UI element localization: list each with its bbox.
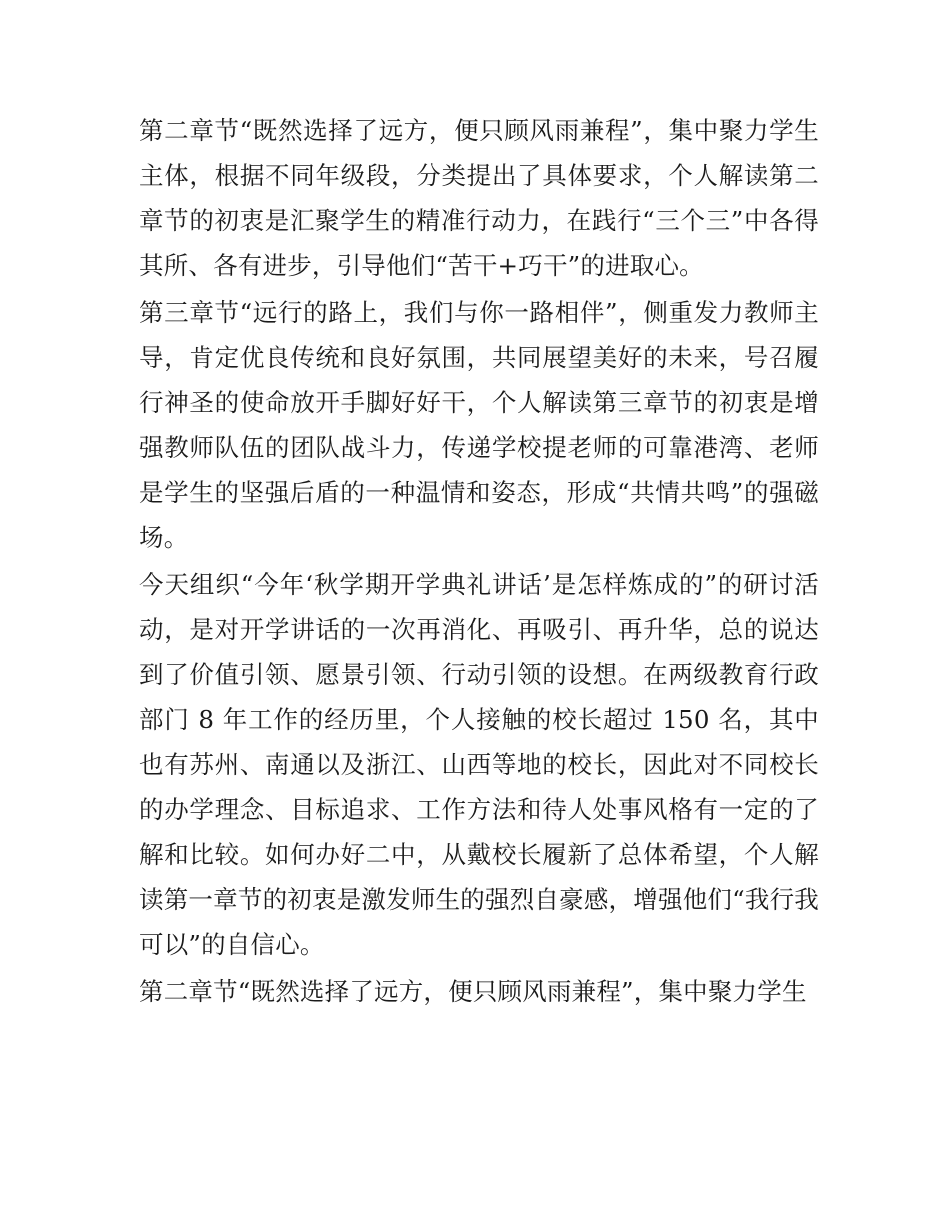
paragraph-chapter-two: 第二章节“既然选择了远方，便只顾风雨兼程”，集中聚力学生主体，根据不同年级段，分类提出了具体要求，个人解读第二章节的初衷是汇聚学生的精准行动力，在践行“三个三”中各得其所、各有进步，引导他们“苦干+巧干”的进取心。 (139, 116, 819, 280)
paragraph-seminar: 今天组织“今年‘秋学期开学典礼讲话’是怎样炼成的”的研讨活动，是对开学讲话的一次再消化、再吸引、再升华，总的说达到了价值引领、愿景引领、行动引领的设想。在两级教育行政部门 8 年工作的经历里，个人接触的校长超过 150 名，其中也有苏州、南通以及浙江、山西等地的校长，因此对不同校长的办学理念、目标追求、工作方法和待人处事风格有一定的了解和比较。如何办好二中，从戴校长履新了总体希望，个人解读第一章节的初衷是激发师生的强烈自豪感，增强他们“我行我可以”的自信心。 (139, 570, 819, 959)
paragraph-chapter-three: 第三章节“远行的路上，我们与你一路相伴”，侧重发力教师主导，肯定优良传统和良好氛围，共同展望美好的未来，号召履行神圣的使命放开手脚好好干，个人解读第三章节的初衷是增强教师队伍的团队战斗力，传递学校提老师的可靠港湾、老师是学生的坚强后盾的一种温情和姿态，形成“共情共鸣”的强磁场。 (139, 298, 819, 552)
paragraph-chapter-two-repeat: 第二章节“既然选择了远方，便只顾风雨兼程”，集中聚力学生 (139, 977, 807, 1006)
document-body (139, 108, 819, 1016)
